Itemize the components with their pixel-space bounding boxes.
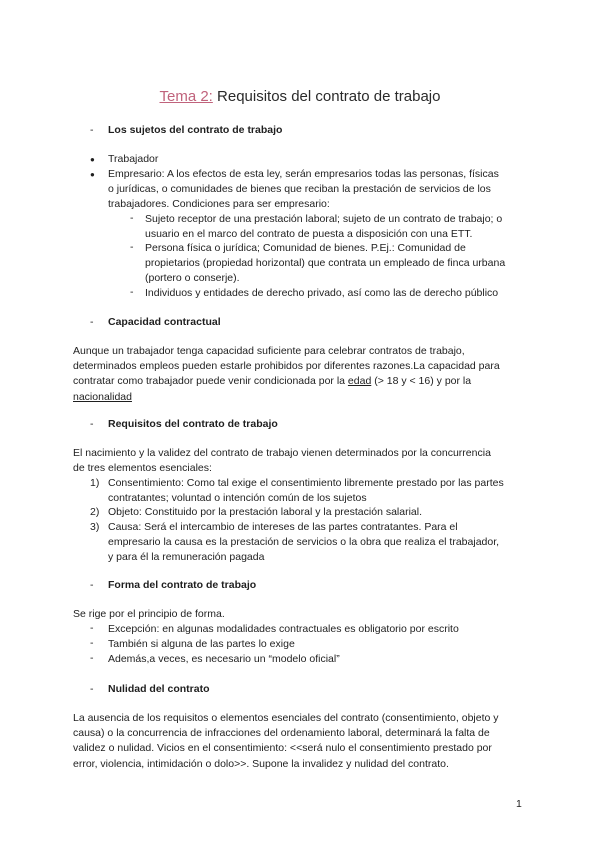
page-number: 1 <box>516 798 522 810</box>
list-dash: - <box>90 652 94 664</box>
sub-item-sujeto-receptor <box>145 212 502 242</box>
section-dash: - <box>90 683 94 695</box>
page-title <box>0 88 600 105</box>
text-line: y para él la remuneración pagada <box>108 551 265 564</box>
bullet-icon: ● <box>90 155 95 164</box>
underlined-edad: edad <box>347 375 372 388</box>
text-line: error, violencia, intimidación o dolo>>. Supone la invalidez y nulidad del contrato. <box>73 757 449 770</box>
list-dash: - <box>90 622 94 634</box>
paragraph-capacidad <box>73 344 500 405</box>
text-line: La ausencia de los requisitos o elementos esenciales del contrato (consentimiento, objeto y <box>73 712 499 724</box>
text-line: Empresario: A los efectos de esta ley, serán empresarios todas las personas, físicas <box>108 168 499 180</box>
text-line: causa) o la concurrencia de infracciones del ordenamiento laboral, determinará la falta de <box>73 727 490 740</box>
section-dash: - <box>90 316 94 328</box>
title-main: Requisitos del contrato de trabajo <box>217 88 441 105</box>
list-item-consentimiento <box>108 476 504 506</box>
text-line: Sujeto receptor de una prestación laboral; sujeto de un contrato de trabajo; o <box>145 213 503 225</box>
text-line: trabajadores. Condiciones para ser empresario: <box>108 198 330 211</box>
sub-item-individuos: Individuos y entidades de derecho privado, así como las de derecho público <box>145 287 499 299</box>
underlined-nacionalidad: nacionalidad <box>73 390 132 403</box>
text-line: usuario en el marco del contrato de puesta a disposición con una ETT. <box>145 228 473 241</box>
text-line: de tres elementos esenciales: <box>73 462 212 475</box>
text-line: Causa: Será el intercambio de intereses de las partes contratantes. Para el <box>108 521 458 533</box>
list-item-causa <box>108 520 499 566</box>
text-line <box>73 374 500 389</box>
text-line: El nacimiento y la validez del contrato de trabajo vienen determinados por la concurrencia <box>73 447 491 459</box>
text-line: propietarios (propiedad horizontal) que contrata un empleado de finca urbana <box>145 257 506 270</box>
text-line: o jurídicas, o comunidades de bienes que reciban la prestación de servicios de los <box>108 183 491 196</box>
heading-nulidad: Nulidad del contrato <box>108 683 210 695</box>
heading-requisitos: Requisitos del contrato de trabajo <box>108 418 278 430</box>
list-number: 1) <box>90 477 100 489</box>
text-line: empresario la causa es la prestación de servicios o la obra que realiza el trabajador, <box>108 536 500 549</box>
section-dash: - <box>90 124 94 136</box>
text-line: contratantes; voluntad o intención común de los sujetos <box>108 492 367 505</box>
bullet-icon: ● <box>90 170 95 179</box>
list-number: 3) <box>90 521 100 533</box>
title-prefix: Tema 2: <box>159 88 213 105</box>
text-line: (portero o conserje). <box>145 272 240 285</box>
heading-sujetos: Los sujetos del contrato de trabajo <box>108 124 283 136</box>
sub-item-persona <box>145 241 505 287</box>
text-line: validez o nulidad. Vicios en el consentimiento: <<será nulo el consentimiento prestado por <box>73 742 492 755</box>
list-item-trabajador: Trabajador <box>108 153 159 165</box>
text-fragment: contratar como trabajador puede venir condicionada por la <box>73 375 348 388</box>
section-dash: - <box>90 579 94 591</box>
heading-capacidad: Capacidad contractual <box>108 316 221 328</box>
paragraph-nulidad <box>73 711 499 772</box>
list-item-objeto: Objeto: Constituido por la prestación laboral y la prestación salarial. <box>108 506 423 518</box>
sub-dash: - <box>130 212 134 224</box>
list-item-excepcion: Excepción: en algunas modalidades contractuales es obligatorio por escrito <box>108 623 459 635</box>
list-item-ademas: Además,a veces, es necesario un “modelo oficial” <box>108 653 340 665</box>
text-line: Persona física o jurídica; Comunidad de bienes. P.Ej.: Comunidad de <box>145 242 466 254</box>
sub-dash: - <box>130 286 134 298</box>
section-dash: - <box>90 418 94 430</box>
text-line: Aunque un trabajador tenga capacidad suficiente para celebrar contratos de trabajo, <box>73 345 465 357</box>
text-fragment: (> 18 y < 16) y por la <box>371 375 472 388</box>
list-item-empresario <box>108 167 499 213</box>
paragraph-forma-intro: Se rige por el principio de forma. <box>73 608 225 620</box>
list-number: 2) <box>90 506 100 518</box>
list-dash: - <box>90 637 94 649</box>
text-line: determinados empleos pueden estarle prohibidos por diferentes razones.La capacidad para <box>73 360 500 373</box>
list-item-tambien: También si alguna de las partes lo exige <box>108 638 295 650</box>
heading-forma: Forma del contrato de trabajo <box>108 579 257 591</box>
sub-dash: - <box>130 241 134 253</box>
text-line: Consentimiento: Como tal exige el consentimiento libremente prestado por las partes <box>108 477 504 489</box>
paragraph-requisitos-intro <box>73 446 491 476</box>
